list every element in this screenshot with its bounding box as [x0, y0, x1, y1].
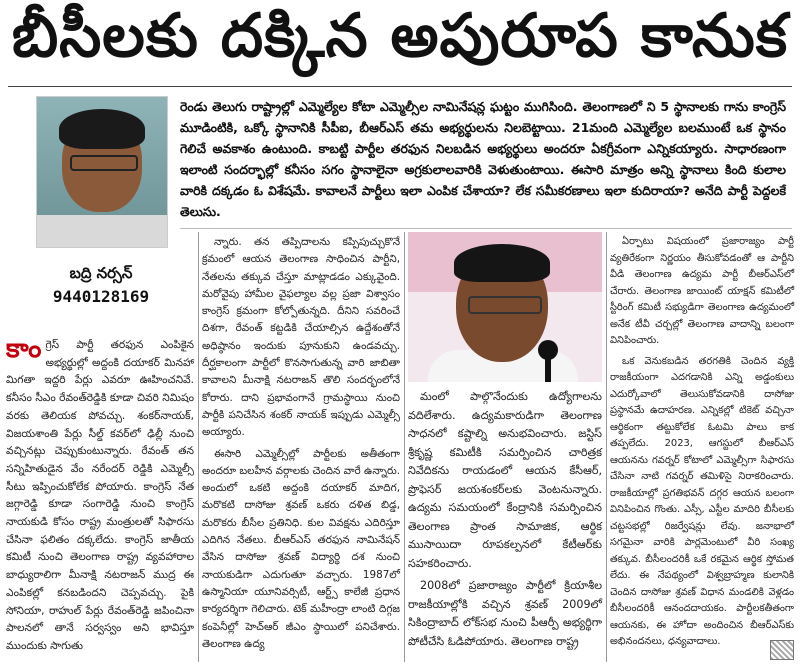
- column-4: [610, 234, 794, 655]
- author-phone: 9440128169: [52, 287, 150, 306]
- column-2-para-2: ఈసారి ఎమ్మెల్సీల్లో పార్టీలకు అతీతంగా అందరూ బలహీన వర్గాలకు చెందిన వారే ఉన్నారు. అందులో ఒకటి అద్దంకి దయాకర్ మాదిగ, మరొకటి దాసోజు శ్రవణ్ ఒకరు దళిత బిడ్డ, మరొకరు బీసీల ప్రతినిధి. కుల వివక్షను ఎదిరిస్తూ ఎదిగిన నేతలు. బీఆర్ఎస్ తరఫున నామినేషన్ వేసిన దాసోజు శ్రవణ్ విద్యార్థి దశ నుంచి నాయకుడిగా ఎదుగుతూ వచ్చారు. 1987లో ఉస్మానియా యూనివర్సిటీ, ఆర్ట్స్ కాలేజీ ప్రధాన కార్యదర్శిగా గెలిచారు. టెక్ మహీంద్రా లాంటి దిగ్గజ కంపెనీల్లో హెచ్ఆర్ జీఎం స్థాయిలో పనిచేశారు. తెలంగాణ ఉద్య: [202, 447, 400, 650]
- author-photo: [36, 96, 168, 248]
- article-photo: [408, 232, 602, 382]
- column-4-para-1: ఏర్పాటు విషయంలో ప్రజారాజ్యం పార్టీ వ్యతిరేకంగా నిర్ణయం తీసుకోవడంతో ఆ పార్టీని వీడి తెలంగాణ ఉద్యమ పార్టీ బీఆర్ఎస్‌లో చేరారు. తెలంగాణ జాయింట్ యాక్షన్ కమిటీలో స్టీరింగ్ కమిటీ సభ్యుడిగా తెలంగాణ ఉద్యమంలో అనేక టీవీ చర్చల్లో తెలంగాణ వాదాన్ని బలంగా వినిపించారు.: [610, 236, 794, 346]
- column-3-para-1: మంలో పాల్గొనేందుకు ఉద్యోగాలను వదిలేశారు. ఉద్యమకారుడిగా తెలంగాణ సాధనలో కష్టాల్ని అనుభవించారు. జస్టిస్ శ్రీకృష్ణ కమిటీకి సమర్పించిన చారిత్రక నివేదికను రాయడంలో ఆయన కేసీఆర్, ప్రొఫెసర్ జయశంకర్‌లకు వెంటనున్నారు. ఉద్యమ సమయంలో కేంద్రానికి సమర్పించిన తెలంగాణ ప్రాంత సామాజిక, ఆర్థిక ముసాయిదా రూపకల్పనలో కేటీఆర్‌కు సహకరించారు.: [408, 390, 602, 570]
- publication-mark-icon: [770, 640, 794, 660]
- intro-rule: [180, 228, 792, 229]
- column-divider: [404, 232, 405, 662]
- column-1: [6, 336, 194, 655]
- column-2-para-1: న్నారు. తన తప్పిదాలను కప్పిపుచ్చుకొనే క్రమంలో ఆయన తెలంగాణ సాధించిన పార్టీని, నేతలను తక్కువ చేస్తూ మాట్లాడడం ఎక్కువైంది. మరోవైపు హామీల వైఫల్యాల వల్ల ప్రజా విశ్వాసం కాంగ్రెస్ క్రమంగా కోల్పోతున్నది. దీనిని సవరించే దిశగా, రేవంత్ కట్టడికి చేయాల్సిన ఉద్దేశంతోనే అధిష్ఠానం ఇందుకు పూనుకుని ఉండవచ్చు. దీర్ఘకాలంగా పార్టీలో కొనసాగుతున్న వారి జాబితా కావాలని మీనాక్షి నటరాజన్ తొలి సందర్భంలోనే కోరారు. దాని ప్రభావంగానే గ్రామస్థాయి నుంచి పార్టీకి పనిచేసిన శంకర్ నాయక్ ఇప్పుడు ఎమ్మెల్సీ అయ్యారు.: [202, 236, 400, 439]
- column-4-para-2: ఒక వెనుకబడిన తరగతికి చెందిన వ్యక్తి రాజకీయంగా ఎదగడానికి ఎన్ని అడ్డంకులు ఎదుర్కోవాలో తెలుసుకోవడానికి దాసోజు ప్రస్థానమే ఉదాహరణ. ఎన్నికల్లో టికెట్ వచ్చినా ఆర్థికంగా తట్టుకోలేక ఓటమి పాలు కాక తప్పలేదు. 2023, ఆగస్టులో బీఆర్ఎస్ ఆయనను గవర్నర్ కోటాలో ఎమ్మెల్సీగా సిఫారసు చేసినా నాటి గవర్నర్ తమిళిసై నిరాకరించారు. రాజకీయాల్లో ప్రగతిభవన్ దగ్గర ఆయన బలంగా వినిపించిన గొంతు. ఎస్సీ, ఎస్టీల మాదిరి బీసీలకు చట్టసభల్లో రిజర్వేషన్లు లేవు. జనాభాలో సగమైనా వారికి పార్లమెంటులో వీరి సంఖ్య తక్కువ. బీసీలందరికీ ఒకే రకమైన ఆర్థిక స్తోమత లేదు. ఈ నేపథ్యంలో విశ్వబ్రాహ్మణ కులానికి చెందిన దాసోజు శ్రవణ్ విధాన మండలికి వెళ్లడం బీసీలందరికీ ఆనందదాయకం. పార్టీలకతీతంగా ఆయనకు, ఈ హోదా అందించిన బీఆర్ఎస్‌కు అభినందనలు, ధన్యవాదాలు.: [610, 355, 794, 647]
- headline-rule: [8, 86, 792, 87]
- drop-cap: కాం: [6, 334, 42, 364]
- headline: బీసీలకు దక్కిన అపురూప కానుక: [11, 0, 789, 71]
- column-1-text: గ్రెస్ పార్టీ తరఫున ఎంపికైన అభ్యర్థుల్లో అద్దంకి దయాకర్ మినహా మిగతా ఇద్దరి పేర్లు ఎవరూ ఊహించనివే. కనీసం సీఎం రేవంత్‌రెడ్డికి కూడా చివరి నిమిషం వరకు తెలియక పోవచ్చు. శంకర్‌నాయక్, విజయశాంతి పేర్లు సీల్డ్ కవర్‌లో ఢిల్లీ నుంచి వచ్చినట్లు చెప్పుకుంటున్నారు. రేవంత్ తన సన్నిహితుడైన వేం నరేందర్ రెడ్డికి ఎమ్మెల్సీ సీటు ఇప్పించుకోలేక పోయారు. కాంగ్రెస్ నేత జగ్గారెడ్డి కూడా సంగారెడ్డి నుంచి కాంగ్రెస్ నాయకుడి కోసం రాష్ట్ర మంత్రులతో సిఫారసు చేసినా ఫలితం దక్కలేదు. కాంగ్రెస్ జాతీయ కమిటీ నుంచి తెలంగాణ రాష్ట్ర వ్యవహారాల బాధ్యురాలిగా మీనాక్షి నటరాజన్ ముద్ర ఈ ఎంపికల్లో కనబడిందని చెప్పవచ్చు. పైకి సోనియా, రాహుల్ పేర్లు రేవంత్‌రెడ్డి జపించినా పాలనలో తానే సర్వస్వం అని భావిస్తూ ముందుకు సాగుతు: [6, 338, 194, 652]
- author-byline: [36, 262, 166, 308]
- column-3: [408, 388, 602, 655]
- column-3-para-2: 2008లో ప్రజారాజ్యం పార్టీలో క్రియాశీల రాజకీయాల్లోకి వచ్చిన శ్రవణ్ 2009లో సికింద్రాబాద్ లోక్‌సభ నుంచి పీఆర్పీ అభ్యర్థిగా పోటీచేసి ఓడిపోయారు. తెలంగాణ రాష్ట్ర: [408, 579, 602, 648]
- intro-paragraph: రెండు తెలుగు రాష్ట్రాల్లో ఎమ్మెల్యేల కోటా ఎమ్మెల్సీల నామినేషన్ల ఘట్టం ముగిసింది. తెలంగాణలో ని 5 స్థానాలకు గాను కాంగ్రెస్ మూడింటికి, ఒక్కో స్థానానికి సీపీఐ, బీఆర్ఎస్ తమ అభ్యర్థులను నిలబెట్టాయి. 21మంది ఎమ్మెల్యేల బలముంటే ఒక స్థానం గెలిచే అవకాశం ఉంటుంది. కాబట్టి పార్టీల తరఫున నిలబడిన అభ్యర్థులు అందరూ ఏకగ్రీవంగా ఎన్నికయ్యారు. సాధారణంగా ఇలాంటి సందర్భాల్లో కనీసం సగం స్థానాలైనా అగ్రకులాలవారికి వెళుతుంటాయి. ఈసారి మాత్రం అన్ని స్థానాలు కింది కులాల వారికి దక్కడం ఓ విశేషమే. కావాలనే పార్టీలు ఇలా ఎంపిక చేశాయా? లేక సమీకరణాలు ఇలా కుదిరాయా? అనేది పార్టీ పెద్దలకే తెలుసు.: [180, 99, 786, 219]
- column-2: [202, 234, 400, 657]
- author-name: బద్రి నర్సన్: [69, 264, 133, 282]
- column-divider: [606, 232, 607, 662]
- column-divider: [198, 232, 199, 662]
